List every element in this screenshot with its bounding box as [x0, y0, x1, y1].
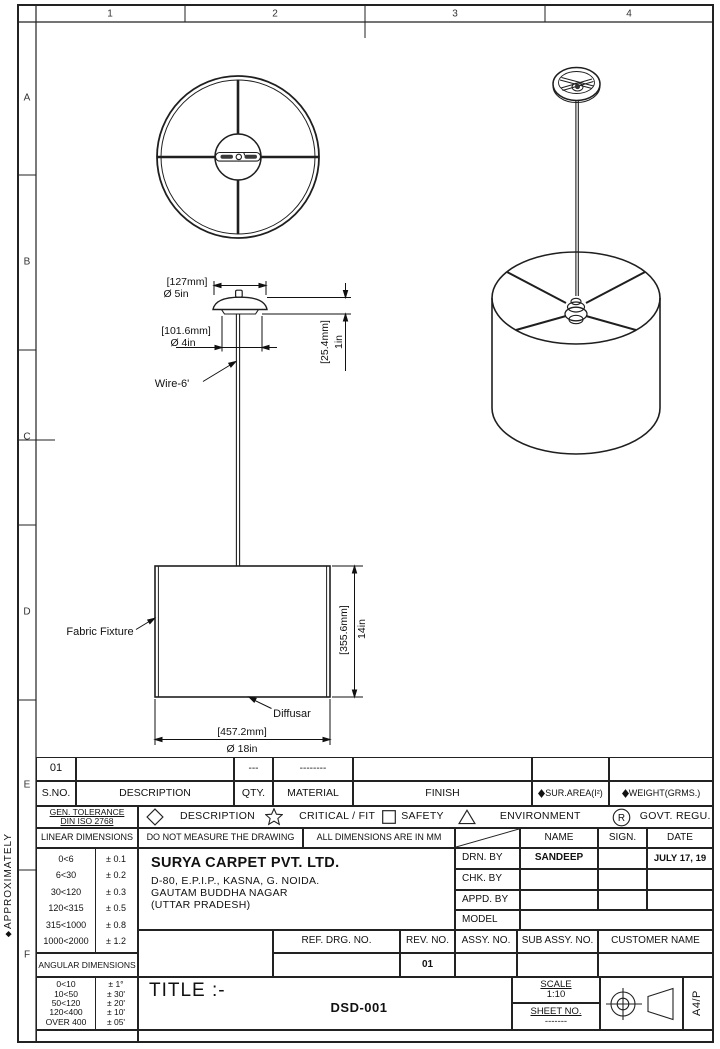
sheet-no-cell	[512, 1003, 600, 1030]
scale-cell	[512, 977, 600, 1003]
iso-view	[492, 68, 660, 455]
sub-assy-no-header: SUB ASSY. NO.	[517, 930, 598, 953]
appd-by-sign	[598, 890, 647, 910]
dim-mount-in-label: Ø 4in	[170, 337, 196, 349]
symbols-legend	[138, 806, 713, 828]
company-block	[138, 848, 455, 930]
range: 0<10	[56, 979, 76, 990]
dim-canopy-h-mm-label: [25.4mm]	[319, 320, 331, 364]
range: 120<400	[49, 1007, 83, 1018]
parts-header-finish: FINISH	[353, 781, 532, 806]
chk-by-sign	[598, 869, 647, 890]
angular-tolerance-table	[36, 977, 138, 1030]
diamond-marker-icon	[538, 789, 545, 798]
range: 6<30	[55, 870, 77, 881]
symbol-label-description: DESCRIPTION	[180, 810, 256, 823]
appd-by-date	[647, 890, 713, 910]
sign-column-header: SIGN.	[598, 828, 647, 848]
linear-tolerance-table	[36, 848, 138, 953]
top-view	[157, 76, 319, 238]
dim-shade-h-in-label: 14in	[356, 619, 368, 639]
parts-description-value	[76, 757, 234, 781]
all-dimensions-mm-note: ALL DIMENSIONS ARE IN MM	[303, 828, 455, 848]
star-icon	[265, 808, 283, 826]
customer-name-value	[598, 953, 713, 977]
drn-by-label: DRN. BY	[455, 848, 520, 869]
grid-col-4: 4	[626, 8, 632, 20]
mount-slot	[245, 155, 258, 159]
tolerance: ± 0.8	[106, 919, 126, 930]
linear-dimensions-header: LINEAR DIMENSIONS	[36, 828, 138, 848]
rev-no-value: 01	[400, 953, 455, 977]
drn-by-sign	[598, 848, 647, 869]
grid-col-2: 2	[272, 8, 278, 20]
third-angle-projection-icon	[602, 979, 682, 1029]
tolerance: ± 1°	[108, 979, 124, 990]
mount-slot	[221, 155, 234, 159]
parts-material-value: --------	[273, 757, 353, 781]
parts-header-weight	[609, 781, 713, 806]
chk-by-date	[647, 869, 713, 890]
appd-by-name	[520, 890, 598, 910]
range: 120<315	[48, 903, 84, 914]
parts-header-qty: QTY.	[234, 781, 273, 806]
spare-cell	[138, 930, 273, 977]
appd-by-label: APPD. BY	[455, 890, 520, 910]
range: OVER 400	[45, 1016, 87, 1027]
grid-row-f: F	[23, 949, 31, 961]
title-label: TITLE :-	[149, 980, 226, 1001]
margin-note	[0, 742, 17, 1034]
drawing-number: DSD-001	[330, 1000, 388, 1015]
symbol-label-environment: ENVIRONMENT	[499, 810, 581, 823]
wire-leader	[203, 362, 236, 382]
table-row	[37, 980, 137, 989]
grid-row-c: C	[23, 431, 31, 443]
r-circle-letter: R	[617, 812, 625, 824]
parts-surarea-value	[532, 757, 609, 781]
company-address-3: (UTTAR PRADESH)	[151, 899, 251, 912]
assy-no-header: ASSY. NO.	[455, 930, 517, 953]
company-address-2: GAUTAM BUDDHA NAGAR	[151, 887, 288, 900]
drn-by-date: JULY 17, 19	[647, 848, 713, 869]
table-row	[37, 921, 137, 930]
spider-arm	[516, 316, 566, 330]
sub-assy-no-value	[517, 953, 598, 977]
range: 10<50	[54, 988, 78, 999]
dim-shade-d-mm-label: [457.2mm]	[217, 726, 267, 738]
diamond-icon	[146, 808, 164, 826]
grid-col-3: 3	[452, 8, 458, 20]
model-label: MODEL	[455, 910, 520, 930]
diffuser-leader	[249, 697, 272, 709]
shade-outline	[155, 566, 330, 697]
table-row	[37, 855, 137, 864]
diagonal-line	[456, 829, 519, 847]
parts-finish-value	[353, 757, 532, 781]
tolerance: ± 10'	[106, 1007, 126, 1018]
symbol-label-govt: GOVT. REGU.	[639, 810, 711, 823]
tolerance: ± 30'	[106, 988, 126, 999]
gen-tolerance-line1: GEN. TOLERANCE	[49, 807, 125, 818]
table-row	[37, 888, 137, 897]
customer-name-header: CUSTOMER NAME	[598, 930, 713, 953]
grid-row-e: E	[23, 779, 31, 791]
dim-canopy-diameter	[214, 281, 266, 295]
iso-shade-bottom	[492, 408, 660, 454]
sheet-no-label: SHEET NO.	[530, 1005, 582, 1017]
range: 315<1000	[45, 919, 87, 930]
projection-symbol-cell	[600, 977, 683, 1030]
tolerance: ± 0.1	[106, 853, 126, 864]
square-icon	[380, 808, 398, 826]
sheet-format: A4/P	[683, 977, 713, 1030]
angular-dimensions-header: ANGULAR DIMENSIONS	[36, 953, 138, 977]
ref-drg-no-header: REF. DRG. NO.	[273, 930, 400, 953]
fabric-leader	[136, 618, 155, 629]
range: 0<6	[58, 853, 74, 864]
symbol-label-critical: CRITICAL / FIT	[299, 810, 376, 823]
tolerance: ± 0.5	[106, 903, 126, 914]
margin-note-text: APPROXIMATELY	[3, 833, 14, 929]
name-column-header: NAME	[520, 828, 598, 848]
gen-tolerance-note	[36, 806, 138, 828]
dim-canopy-height	[262, 283, 351, 371]
parts-qty-value: ---	[234, 757, 273, 781]
chk-by-label: CHK. BY	[455, 869, 520, 890]
dim-canopy-in-label: Ø 5in	[163, 288, 189, 300]
parts-header-surarea	[532, 781, 609, 806]
table-divider	[95, 849, 96, 952]
tolerance: ± 20'	[106, 998, 126, 1009]
parts-header-description: DESCRIPTION	[76, 781, 234, 806]
table-row	[37, 1008, 137, 1017]
table-divider	[95, 978, 96, 1029]
scale-label: SCALE	[540, 979, 572, 991]
table-row	[37, 1018, 137, 1027]
company-name: SURYA CARPET PVT. LTD.	[151, 855, 340, 871]
title-cell	[138, 977, 512, 1030]
scale-value: 1:10	[546, 989, 566, 1000]
parts-weight-value	[609, 757, 713, 781]
range: 50<120	[51, 998, 81, 1009]
spider-arm	[586, 272, 645, 303]
dim-shade-diameter	[155, 699, 330, 745]
dim-canopy-h-in-label: 1in	[333, 334, 345, 350]
spider-arm	[586, 316, 636, 330]
tolerance: ± 1.2	[106, 936, 126, 947]
model-value	[520, 910, 713, 930]
date-column-header: DATE	[647, 828, 713, 848]
grid-row-a: A	[23, 92, 31, 104]
dim-canopy-mm-label: [127mm]	[166, 276, 208, 288]
canopy-dome	[213, 297, 267, 309]
range: 1000<2000	[43, 936, 89, 947]
spider-arm	[507, 272, 566, 303]
canopy-nipple	[236, 290, 243, 297]
diffuser-label: Diffusar	[273, 708, 311, 720]
r-circle-icon	[612, 808, 631, 827]
diamond-marker-icon	[622, 789, 629, 798]
grid-row-d: D	[23, 606, 31, 618]
fabric-fixture-label: Fabric Fixture	[66, 626, 134, 638]
diamond-marker-icon: ◆	[4, 929, 13, 939]
parts-header-material: MATERIAL	[273, 781, 353, 806]
grid-row-b: B	[23, 256, 31, 268]
sheet-no-value: -------	[544, 1015, 568, 1027]
drn-by-name: SANDEEP	[520, 848, 598, 869]
diagonal-cell	[455, 828, 520, 848]
wire-label: Wire-6'	[154, 378, 190, 390]
tolerance: ± 0.2	[106, 870, 126, 881]
company-address-1: D-80, E.P.I.P., KASNA, G. NOIDA.	[151, 875, 320, 888]
parts-header-sno: S.NO.	[36, 781, 76, 806]
rev-no-header: REV. NO.	[400, 930, 455, 953]
grid-col-1: 1	[107, 8, 113, 20]
triangle-icon	[458, 808, 476, 826]
table-row	[37, 904, 137, 913]
dim-mount-mm-label: [101.6mm]	[161, 325, 211, 337]
dim-shade-d-in-label: Ø 18in	[226, 743, 258, 755]
tolerance: ± 0.3	[106, 886, 126, 897]
parts-sno-value: 01	[36, 757, 76, 781]
bottom-strip-left	[36, 1030, 138, 1042]
symbol-label-safety: SAFETY	[401, 810, 444, 823]
surarea-header-text: SUR.AREA(I²)	[545, 787, 603, 798]
chk-by-name	[520, 869, 598, 890]
tolerance: ± 05'	[106, 1016, 126, 1027]
table-row	[37, 871, 137, 880]
dim-shade-h-mm-label: [355.6mm]	[338, 605, 350, 655]
range: 30<120	[50, 886, 82, 897]
gen-tolerance-line2: DIN ISO 2768	[60, 816, 114, 826]
table-row	[37, 937, 137, 946]
bottom-strip-right	[138, 1030, 713, 1042]
weight-header-text: WEIGHT(GRMS.)	[628, 787, 701, 798]
ref-drg-no-value	[273, 953, 400, 977]
front-view	[155, 290, 330, 697]
do-not-measure-note: DO NOT MEASURE THE DRAWING	[138, 828, 303, 848]
assy-no-value	[455, 953, 517, 977]
